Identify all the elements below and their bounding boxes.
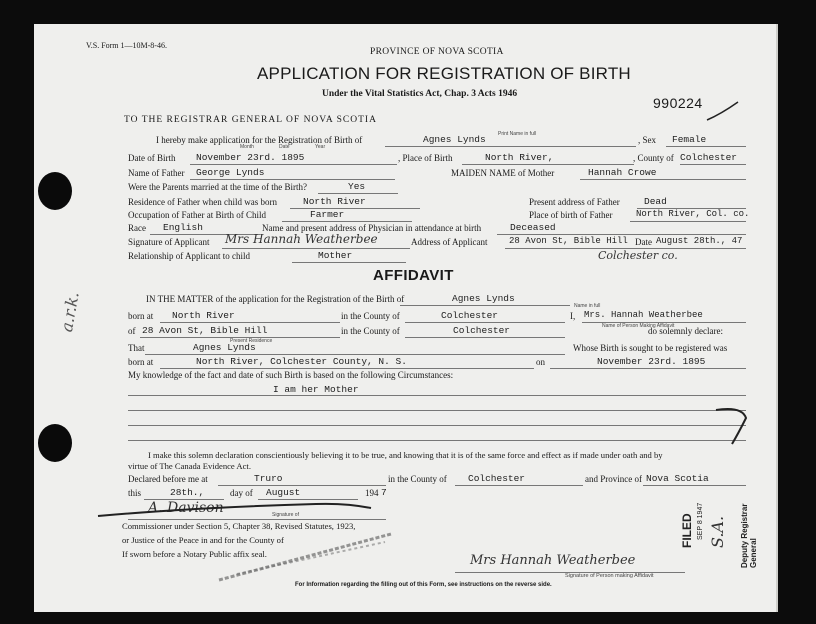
born-at-label-2: born at [128,357,154,367]
race-value: English [163,222,203,233]
commissioner-label: Commissioner under Section 5, Chapter 38, Revised Statutes, 1923, [122,521,356,531]
born-at-label: born at [128,311,154,321]
affiant-name: Mrs. Hannah Weatherbee [584,310,703,320]
circumstance-value: I am her Mother [273,384,359,395]
sig-person-caption: Signature of Person making Affidavit [565,573,654,579]
province-value: Nova Scotia [646,473,709,484]
day-value: 28th., [170,487,205,498]
race-label: Race [128,223,146,233]
day-of-label: day of [230,488,253,498]
whose-birth-label: Whose Birth is sought to be registered was [573,343,728,353]
relationship-value: Mother [318,250,353,261]
born-at2-value: North River, Colchester County, N. S. [196,356,407,367]
filed-stamp: FILED [680,513,694,548]
of-label: of [128,326,136,336]
notary-label: If sworn before a Notary Public affix seal. [122,549,267,559]
solemn-line-2: virtue of The Canada Evidence Act. [128,461,251,471]
father-value: George Lynds [196,167,265,178]
occupation-value: Farmer [310,209,345,220]
registration-number: 990224 [653,95,703,111]
province-heading: PROVINCE OF NOVA SCOTIA [370,47,504,57]
year-prefix: 194 [365,488,379,498]
name-in-full-caption: Name in full [574,303,601,309]
registrar-stamp: Deputy Registrar General [740,503,758,568]
date-label: Date [635,237,652,247]
year-caption: Year [315,144,326,150]
footer-note: For Information regarding the filling out of this Form, see instructions on the reverse side. [295,582,552,588]
physician-value: Deceased [510,222,556,233]
filed-date-stamp: SEP 8 1947 [697,502,704,540]
province-label: and Province of [585,474,642,484]
affiant-signature: Mrs Hannah Weatherbee [470,553,636,568]
to-registrar: TO THE REGISTRAR GENERAL OF NOVA SCOTIA [124,115,377,125]
occupation-label: Occupation of Father at Birth of Child [128,210,266,220]
place-birth-father-value: North River, Col. co. [636,209,750,219]
i-label: I, [570,311,576,321]
solemn-line-1: I make this solemn declaration conscientiously believing it to be true, and knowing that it is of the same force and effect as if made under oath and by [148,450,663,460]
date-value: August 28th., 47 [656,236,743,246]
in-county-label: in the County of [341,311,400,321]
on-value: November 23rd. 1895 [597,356,706,367]
declared-county-value: Colchester [468,473,526,484]
page-title: APPLICATION FOR REGISTRATION OF BIRTH [257,64,631,83]
sex-label: , Sex [638,135,656,145]
dob-label: Date of Birth [128,153,176,163]
dob-value: November 23rd. 1895 [196,152,305,163]
in-county-label-3: in the County of [388,474,447,484]
county2-value: Colchester [453,325,511,336]
page-subtitle: Under the Vital Statistics Act, Chap. 3 Acts 1946 [322,89,518,99]
date-extra-note: Colchester co. [598,249,678,262]
date-caption: Date [279,144,290,150]
residence-father-label: Residence of Father when child was born [128,197,277,207]
present-residence-caption: Present Residence [230,338,273,344]
in-matter-label: IN THE MATTER of the application for the Registration of the Birth of [146,294,405,304]
signature-of-caption: Signature of [272,512,299,518]
county-value: Colchester [680,152,738,163]
seal-impression [215,520,395,584]
year-suffix: 7 [381,487,387,498]
applicant-signature: Mrs Hannah Weatherbee [225,232,378,246]
form-number: V.S. Form 1—10M-8-46. [86,41,167,50]
this-label: this [128,488,142,498]
present-address-father-label: Present address of Father [529,197,620,207]
registrar-flourish [712,404,752,446]
checkmark-icon [705,100,741,124]
residence-father-value: North River [303,196,366,207]
affidavit-heading: AFFIDAVIT [373,267,454,284]
print-name-caption: Print Name in full [498,131,537,137]
applicant-address-value: 28 Avon St, Bible Hill [509,236,628,246]
county-label: , County of [633,153,674,163]
month-caption: Month [240,144,254,150]
maiden-label: MAIDEN NAME of Mother [451,168,555,178]
on-label: on [536,357,545,367]
addr-applicant-label: Address of Applicant [411,237,488,247]
residence-value: 28 Avon St, Bible Hill [142,325,268,336]
justice-label: or Justice of the Peace in and for the County of [122,535,284,545]
declared-place-value: Truro [254,473,283,484]
margin-note: a.r.k. [57,290,83,334]
month-value: August [266,487,301,498]
born-at-value: North River [172,310,235,321]
apply-label: I hereby make application for the Registration of Birth of [156,135,363,145]
relationship-label: Relationship of Applicant to child [128,251,250,261]
punch-hole-bottom [38,424,72,462]
father-label: Name of Father [128,168,185,178]
knowledge-label: My knowledge of the fact and date of such Birth is based on the following Circumstances: [128,370,454,380]
in-county-label-2: in the County of [341,326,400,336]
affidavit-child-name: Agnes Lynds [452,293,515,304]
punch-hole-top [38,172,72,210]
present-address-father-value: Dead [644,196,667,207]
sex-value: Female [672,134,707,145]
sig-applicant-label: Signature of Applicant [128,237,210,247]
commissioner-signature: A. Davison [148,500,224,516]
physician-label: Name and present address of Physician in attendance at birth [262,223,482,233]
place-birth-label: , Place of Birth [398,153,453,163]
commissioner-signature-stroke [96,498,376,520]
married-label: Were the Parents married at the time of the Birth? [128,182,307,192]
registrar-initials: S.A. [708,515,727,548]
county-value-affidavit: Colchester [441,310,499,321]
place-birth-value: North River, [485,152,554,163]
name-of-person-caption: Name of Person Making Affidavit [602,323,675,329]
place-birth-father-label: Place of birth of Father [529,210,613,220]
that-label: That [128,343,145,353]
declared-before-label: Declared before me at [128,474,208,484]
solemnly-label: do solemnly declare: [648,326,723,336]
married-value: Yes [348,181,366,192]
that-value: Agnes Lynds [193,342,256,353]
child-name-value: Agnes Lynds [423,134,486,145]
mother-maiden-value: Hannah Crowe [588,167,657,178]
